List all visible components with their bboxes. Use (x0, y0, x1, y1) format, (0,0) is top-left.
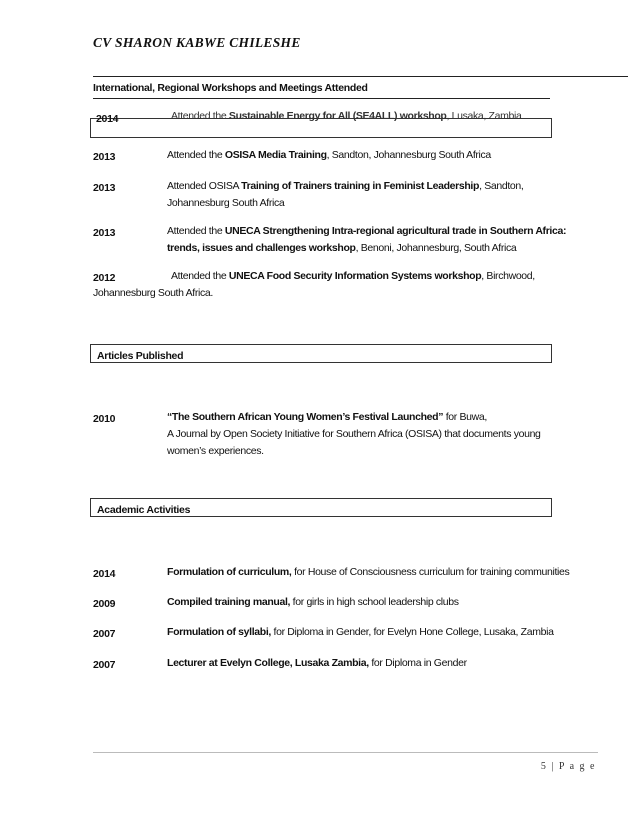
academic-year: 2014 (93, 568, 116, 580)
page-number: 5 | P a g e (540, 761, 596, 772)
header-rule (93, 76, 628, 77)
workshop-year: 2013 (93, 227, 116, 239)
academic-desc: Compiled training manual, for girls in high school leadership clubs (167, 596, 459, 608)
article-desc: “The Southern African Young Women’s Festival Launched” for Buwa, A Journal by Open Society Initiative for Southern Africa (OSISA) that documents young women’s experiences. (167, 411, 541, 457)
workshop-year: 2013 (93, 182, 116, 194)
academic-year: 2007 (93, 628, 116, 640)
workshop-year: 2014 (96, 113, 119, 125)
workshops-heading-underline (93, 98, 550, 99)
academic-desc: Lecturer at Evelyn College, Lusaka Zambia, for Diploma in Gender (167, 657, 467, 669)
workshop-desc: Attended the UNECA Strengthening Intra-regional agricultural trade in Southern Africa: trends, issues and challenges workshop, Benoni, Johannesburg, South Africa (167, 225, 567, 254)
workshops-heading: International, Regional Workshops and Meetings Attended (93, 82, 368, 94)
workshop-year: 2013 (93, 151, 116, 163)
academic-desc: Formulation of curriculum, for House of Consciousness curriculum for training communities (167, 566, 570, 578)
articles-heading-box (90, 344, 552, 363)
academic-heading: Academic Activities (97, 504, 191, 516)
workshop-desc: Attended OSISA Training of Trainers training in Feminist Leadership, Sandton, Johannesburg South Africa (167, 180, 524, 209)
academic-heading-box (90, 498, 552, 517)
workshop-year: 2012 (93, 272, 116, 284)
article-year: 2010 (93, 413, 116, 425)
workshop-desc: Attended the Sustainable Energy for All (SE4ALL) workshop, Lusaka, Zambia (171, 110, 522, 122)
workshop-desc: Attended the OSISA Media Training, Sandton, Johannesburg South Africa (167, 149, 491, 161)
academic-year: 2009 (93, 598, 116, 610)
footer-rule (93, 752, 598, 753)
workshop-desc: Attended the UNECA Food Security Information Systems workshop, Birchwood, (171, 270, 535, 282)
academic-year: 2007 (93, 659, 116, 671)
academic-desc: Formulation of syllabi, for Diploma in Gender, for Evelyn Hone College, Lusaka, Zambia (167, 626, 554, 638)
articles-heading: Articles Published (97, 350, 184, 362)
workshop-desc-continued: Johannesburg South Africa. (93, 287, 213, 299)
document-header: CV SHARON KABWE CHILESHE (93, 35, 301, 50)
